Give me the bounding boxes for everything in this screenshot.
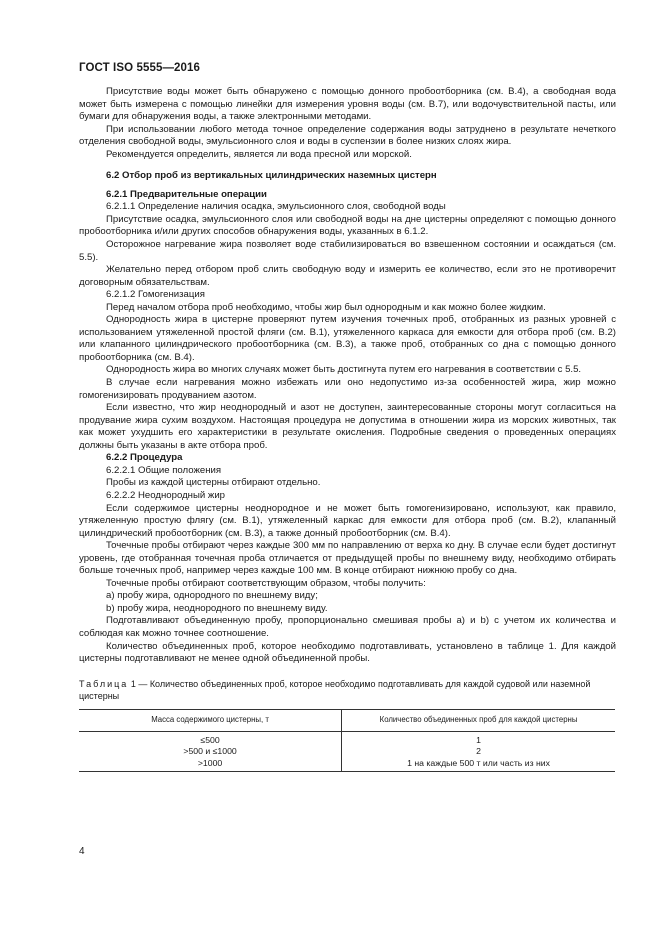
section-heading-6-2-1: 6.2.1 Предварительные операции (106, 188, 267, 200)
table-header-count: Количество объединенных проб для каждой цистерны (342, 709, 615, 731)
paragraph: Однородность жира в цистерне проверяют путем изучения точечных проб, отобранных из разных уровней с использованием утяжеленной простой фляги (см. В.1), утяжеленного каркаса для емкости для отбора проб (см. В.2) или клапанного цилиндрического пробоотборника (см. В.3), а также проб, отобранных со дна с помощью донного пробоотборника (см. В.4). (79, 314, 616, 363)
paragraph: Подготавливают объединенную пробу, пропорционально смешивая пробы a) и b) с учетом их количества и соблюдая как можно точнее соотношение. (79, 615, 616, 639)
table-cell-count: 1 (342, 735, 615, 747)
section-heading-6-2: 6.2 Отбор проб из вертикальных цилиндрических наземных цистерн (106, 170, 437, 182)
subsection-heading: 6.2.2.1 Общие положения (106, 464, 222, 476)
samples-table (79, 709, 615, 773)
paragraph: Осторожное нагревание жира позволяет воде стабилизироваться во взвешенном состоянии и осаждаться (см. 5.5). (79, 239, 616, 263)
table-caption-text: 1 — Количество объединенных проб, которое необходимо подготавливать для каждой судовой или наземной цистерны (79, 678, 591, 702)
table-caption-label: Таблица (79, 678, 129, 689)
table-cell-mass: >1000 (79, 758, 342, 772)
list-item: b) пробу жира, неоднородного по внешнему виду. (106, 602, 328, 614)
paragraph: Пробы из каждой цистерны отбирают отдельно. (106, 477, 321, 489)
table-cell-count: 2 (342, 746, 615, 758)
table-header-mass: Масса содержимого цистерны, т (79, 709, 342, 731)
paragraph: Точечные пробы отбирают соответствующим образом, чтобы получить: (106, 577, 426, 589)
page-number: 4 (79, 846, 85, 857)
paragraph: Присутствие воды может быть обнаружено с помощью донного пробоотборника (см. В.4), а свободная вода может быть измерена с помощью линейки для измерения уровня воды (см. В.7), или водочувствительной пасты, или бумаги для обнаружения воды, а также электронными методами. (79, 86, 616, 123)
paragraph: Если содержимое цистерны неоднородное и не может быть гомогенизировано, используют, как правило, утяжеленную простую флягу (см. В.1), утяжеленный каркас для емкости для отбора проб (см. В.2), клапанный цилиндрический пробоотборник (см. В.3), а также донный пробоотборник (см. В.4). (79, 502, 616, 539)
table-caption (79, 678, 616, 703)
subsection-heading: 6.2.1.2 Гомогенизация (106, 289, 205, 301)
paragraph: Если известно, что жир неоднородный и азот не доступен, заинтересованные стороны могут согласиться на продувание жира сухим воздухом. Настоящая процедура не допустима в отношении жира из морских животных, так как может ухудшить его характеристики в результате окисления. Подробные сведения о проведенных операциях должны быть указаны в акте отбора проб. (79, 402, 616, 451)
table-cell-mass: >500 и ≤1000 (183, 746, 237, 757)
document-body (79, 86, 616, 772)
paragraph: Количество объединенных проб, которое необходимо подготавливать, установлено в таблице 1. Для каждой цистерны подготавливают не менее одной объединенной пробы. (79, 640, 616, 665)
paragraph: Рекомендуется определить, является ли вода пресной или морской. (106, 148, 412, 160)
document-header: ГОСТ ISO 5555—2016 (79, 62, 201, 74)
section-heading-6-2-2: 6.2.2 Процедура (106, 452, 183, 464)
subsection-heading: 6.2.1.1 Определение наличия осадка, эмульсионного слоя, свободной воды (106, 201, 446, 213)
paragraph: Однородность жира во многих случаях может быть достигнута путем его нагревания в соответствии с 5.5. (106, 364, 582, 376)
paragraph: Присутствие осадка, эмульсионного слоя или свободной воды на дне цистерны определяют с помощью донного пробоотборника и/или других способов обнаружения воды, указанных в 6.1.2. (79, 213, 616, 238)
paragraph: В случае если нагревания можно избежать или оно недопустимо из-за особенностей жира, жир можно гомогенизировать продуванием азотом. (79, 377, 616, 401)
table-cell-mass: ≤500 (200, 734, 220, 745)
subsection-heading: 6.2.2.2 Неоднородный жир (106, 489, 226, 501)
table-row (79, 758, 615, 772)
paragraph: Перед началом отбора проб необходимо, чтобы жир был однородным и как можно более жидким. (106, 301, 546, 313)
table-row (79, 735, 615, 747)
paragraph: Желательно перед отбором проб слить свободную воду и измерить ее количество, если это не противоречит договорным обязательствам. (79, 264, 616, 288)
table-row (79, 746, 615, 758)
paragraph: Точечные пробы отбирают через каждые 300 мм по направлению от верха ко дну. В случае если будет достигнут уровень, где отобранная точечная проба отличается от предыдущей пробы по внешнему виду, необходимо отбирать больше точечных проб, например через каждые 100 мм. В конце отбирают нижнюю пробу со дна. (79, 540, 616, 577)
table-cell-count: 1 на каждые 500 т или часть из них (342, 758, 615, 772)
list-item: a) пробу жира, однородного по внешнему виду; (106, 590, 318, 602)
paragraph: При использовании любого метода точное определение содержания воды затруднено в результате нечеткого отделения свободной воды, эмульсионного слоя и воды в суспензии в более низких слоях жира. (79, 123, 616, 148)
